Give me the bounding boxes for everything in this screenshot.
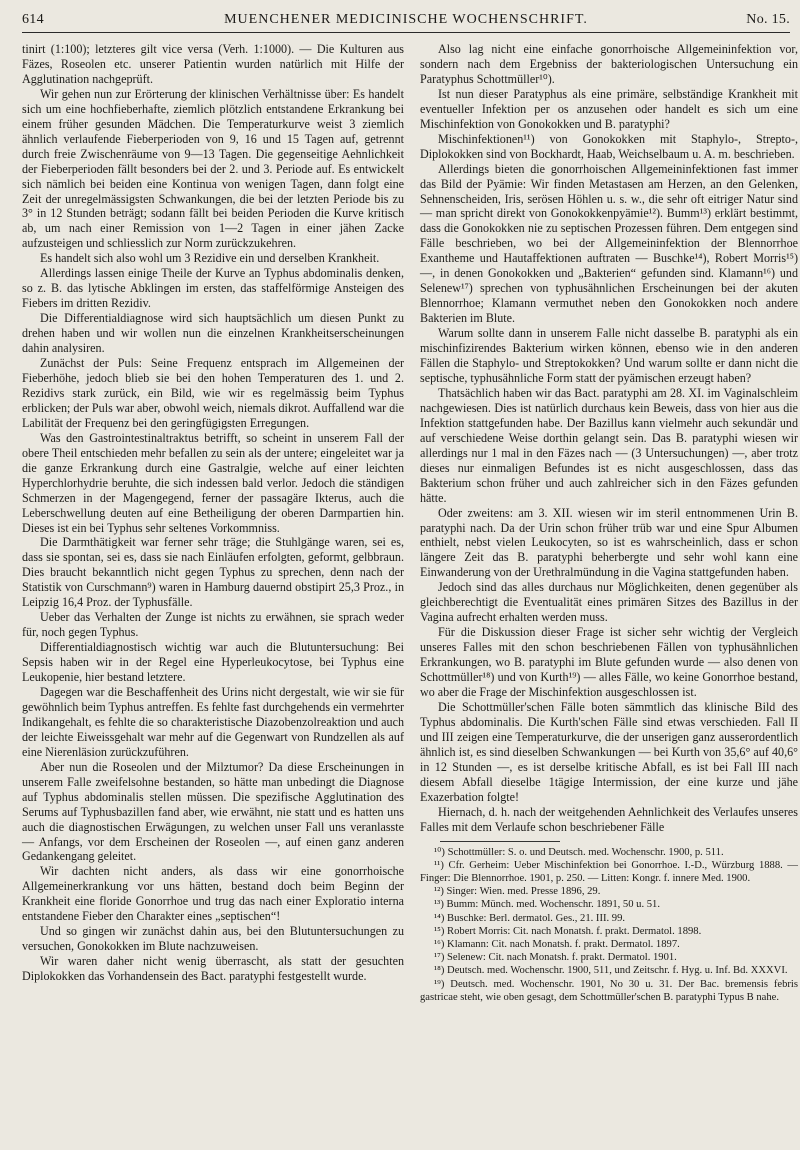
paragraph: Oder zweitens: am 3. XII. wiesen wir im steril entnommenen Urin B. paratyphi nach. Da der Urin schon früher trüb war und eine Spur Albumen enthielt, nebst vielen Leukocyten, so ist es wahrscheinlich, dass er schon längere Zeit das B. paratyphi beherbergte und sehr wohl kann eine Einwanderung von der Urethralmündung in die Vagina stattgefunden haben. bbox=[420, 505, 798, 580]
paragraph: Aber nun die Roseolen und der Milztumor? Da diese Erscheinungen in unserem Falle zweifelsohne bestanden, so hätte man unbedingt die Diagnose auf Typhus abdominalis stellen müssen. Die spezifische Agglutination des Serums auf Typhusbazillen fand aber, wie erwähnt, nie statt und es hatten uns auch die diagnostischen Erwägungen, zu welchen unser Fall uns veranlasste — Anfangs, vor dem Erscheinen der Roseolen —, auf einen ganz anderen Gedankengang geleitet. bbox=[22, 759, 404, 864]
footnote: ¹³) Bumm: Münch. med. Wochenschr. 1891, 50 u. 51. bbox=[434, 899, 660, 911]
paragraph: Und so gingen wir zunächst dahin aus, bei den Blutuntersuchungen zu versuchen, Gonokokken im Blute nachzuweisen. bbox=[22, 924, 404, 954]
paragraph: Die Differentialdiagnose wird sich hauptsächlich um diesen Punkt zu drehen haben und wir wollen nun die einzelnen Krankheitserscheinungen dahin analysiren. bbox=[22, 311, 404, 356]
paragraph: Was den Gastrointestinaltraktus betrifft, so scheint in unserem Fall der obere Theil entschieden mehr befallen zu sein als der untere; eingeleitet war ja die ganze Erkrankung durch eine Gastralgie, welche auf einer leichten Hyperchlorhydrie beruhte, die sich indessen bald verlor. Jedoch die ständigen Schmerzen in der Magengegend, ferner der passagäre Ikterus, auch die Leberschwellung deuten auf eine Betheiligung der oberen Darmpartien hin. Dieses ist ein bei Typhus sehr seltenes Vorkommniss. bbox=[22, 430, 404, 535]
footnote: ¹⁴) Buschke: Berl. dermatol. Ges., 21. III. 99. bbox=[434, 912, 626, 924]
paragraph: Hiernach, d. h. nach der weitgehenden Aehnlichkeit des Verlaufes unseres Falles mit dem Verlaufe schon beschriebener Fälle bbox=[420, 804, 798, 834]
paragraph: Zunächst der Puls: Seine Frequenz entsprach im Allgemeinen der Fieberhöhe, jedoch blieb sie bei den hohen Temperaturen des 1. und 2. Rezidivs stark zurück, ein Bild, wie wir es regelmässig beim Typhus erblicken; der Puls war aber, obwohl weich, niemals dikrot. Auffallend war die Labilität der Frequenz bei den geringfügigsten Erregungen. bbox=[22, 356, 404, 430]
paragraph: Mischinfektionen¹¹) von Gonokokken mit Staphylo-, Strepto-, Diplokokken sind von Bockhardt, Haab, Weichselbaum u. A. m. beschrieben. bbox=[420, 131, 798, 161]
paragraph: Ist nun dieser Paratyphus als eine primäre, selbständige Krankheit mit eventueller Infektion per os anzusehen oder handelt es sich um eine Mischinfektion von Gonokokken und B. paratyphi? bbox=[420, 86, 798, 131]
paragraph: Allerdings lassen einige Theile der Kurve an Typhus abdominalis denken, so z. B. das lytische Abklingen im ersten, das staffelförmige Ansteigen des Fiebers im dritten Rezidiv. bbox=[22, 266, 404, 311]
journal-title: MUENCHENER MEDICINISCHE WOCHENSCHRIFT. bbox=[224, 12, 588, 27]
footnotes bbox=[420, 846, 798, 1004]
footnote: ¹⁸) Deutsch. med. Wochenschr. 1900, 511, und Zeitschr. f. Hyg. u. Inf. Bd. XXXVI. bbox=[434, 965, 788, 977]
footnote: ¹²) Singer: Wien. med. Presse 1896, 29. bbox=[434, 886, 601, 898]
paragraph: Warum sollte dann in unserem Falle nicht dasselbe B. paratyphi als ein mischinfizirendes Bakterium wirken können, ebenso wie in den anderen Fällen die Staphylo- und Streptokokken? Und warum sollte er dann nicht die septische, typhusähnliche Form statt der pyämischen erzeugt haben? bbox=[420, 326, 798, 385]
paragraph: Also lag nicht eine einfache gonorrhoische Allgemeininfektion vor, sondern nach dem Ergebniss der bakteriologischen Untersuchung ein Paratyphus Schottmüller¹⁰). bbox=[420, 42, 798, 86]
footnote-divider bbox=[440, 841, 560, 842]
footnote: ¹¹) Cfr. Gerheim: Ueber Mischinfektion bei Gonorrhoe. I.-D., Würzburg 1888. — Finger: Die Blennorrhoe. 1901, p. 250. — Litten: Kongr. f. innere Med. 1900. bbox=[420, 859, 798, 884]
issue-number: No. 15. bbox=[746, 12, 790, 27]
paragraph: Die Darmthätigkeit war ferner sehr träge; die Stuhlgänge waren, sei es, dass sie spontan, sei es, dass sie nach Einläufen erfolgten, geformt, gelbbraun. Dies braucht bekanntlich nicht gegen Typhus zu sprechen, denn nach der Statistik von Curschmann⁹) waren in Hamburg dauernd obstipirt 25,3 Proz., in Leipzig 16,4 Proz. der Typhusfälle. bbox=[22, 535, 404, 610]
footnote: ¹⁷) Selenew: Cit. nach Monatsh. f. prakt. Dermatol. 1901. bbox=[434, 952, 677, 964]
left-column bbox=[22, 42, 404, 984]
paragraph: Wir dachten nicht anders, als dass wir eine gonorrhoische Allgemeinerkrankung vor uns hätten, bestand doch beim Beginn der Krankheit eine floride Gonorrhoe und trug das nach einer Exploratio interna entstandene Fieber den Charakter eines „septischen“! bbox=[22, 864, 404, 924]
running-header bbox=[22, 8, 790, 33]
paragraph: Jedoch sind das alles durchaus nur Möglichkeiten, denen gegenüber als gleichberechtigt die Eventualität eines primären Sitzes des Bazillus in der Vagina aufrecht erhalten werden muss. bbox=[420, 580, 798, 625]
paragraph: Ueber das Verhalten der Zunge ist nichts zu erwähnen, sie sprach weder für, noch gegen Typhus. bbox=[22, 610, 404, 640]
footnote: ¹⁶) Klamann: Cit. nach Monatsh. f. prakt. Dermatol. 1897. bbox=[434, 938, 680, 950]
paragraph: Thatsächlich haben wir das Bact. paratyphi am 28. XI. im Vaginalschleim nachgewiesen. Dies ist natürlich durchaus kein Beweis, dass von hier aus die Infektion stattgefunden habe. Der Bazillus kann vielmehr auch sekundär und auf verschiedene Weise dorthin gelangt sein. Das B. paratyphi wiesen wir allerdings nur 1 mal in den Fäzes nach — (3 Untersuchungen) —, aber trotz dieses nur einmaligen Befundes ist es nicht ausgeschlossen, dass das Bakterium schon früher und auch zahlreicher sich in den Fäzes gefunden hätte. bbox=[420, 385, 798, 505]
footnote: ¹⁰) Schottmüller: S. o. und Deutsch. med. Wochenschr. 1900, p. 511. bbox=[434, 846, 724, 858]
paragraph: Die Schottmüller'schen Fälle boten sämmtlich das klinische Bild des Typhus abdominalis. Die Kurth'schen Fälle sind etwas verschieden. Fall II und III zeigen eine Temperaturkurve, die der unserigen ganz ausserordentlich ähnlich ist, es sind dieselben Schwankungen — bei Kurth von 35,6° auf 40,6° in 12 Stunden —, es ist derselbe kritische Abfall, es ist bei Fall III nach diesem Abfall dieselbe 1tägige Intermission, der eine kurze und jähe Exazerbation folgte! bbox=[420, 699, 798, 804]
paragraph: Wir waren daher nicht wenig überrascht, als statt der gesuchten Diplokokken das Vorhandensein des Bact. paratyphi festgestellt wurde. bbox=[22, 954, 404, 984]
paragraph: Differentialdiagnostisch wichtig war auch die Blutuntersuchung: Bei Sepsis haben wir in der Regel eine Hyperleukocytose, bei Typhus eine Leukopenie, hier bestand letztere. bbox=[22, 640, 404, 685]
page-number: 614 bbox=[22, 12, 44, 27]
paragraph: Dagegen war die Beschaffenheit des Urins nicht dergestalt, wie wir sie für gewöhnlich beim Typhus antreffen. Es fehlte fast durchgehends ein vermehrter Indikangehalt, es fehlte die so charakteristische Diazobenzolreaktion und auch der leichte Eiweissgehalt war mehr auf die Gegenwart von Rundzellen als auf eine Nierenläsion zurückzuführen. bbox=[22, 684, 404, 759]
paragraph: Für die Diskussion dieser Frage ist sicher sehr wichtig der Vergleich unseres Falles mit den schon beschriebenen Fällen von typhusähnlichen Erkrankungen, wo B. paratyphi im Blute gefunden wurde — also denen von Schottmüller¹⁸) und von Kurth¹⁹) — alles Fälle, wo keine Gonorrhoe bestand, wo aber die Frage der Mischinfektion ausgeschlossen ist. bbox=[420, 625, 798, 699]
footnote: ¹⁹) Deutsch. med. Wochenschr. 1901, No 30 u. 31. Der Bac. bremensis febris gastricae steht, wie oben gesagt, dem Schottmüller'schen B. paratyphi Typus B nahe. bbox=[420, 978, 798, 1003]
right-column-body bbox=[420, 42, 798, 835]
paragraph: tinirt (1:100); letzteres gilt vice versa (Verh. 1:1000). — Die Kulturen aus Fäzes, Roseolen etc. unserer Patientin wurden natürlich mit Hilfe der Agglutination nachgeprüft. bbox=[22, 42, 404, 86]
footnote: ¹⁵) Robert Morris: Cit. nach Monatsh. f. prakt. Dermatol. 1898. bbox=[434, 925, 702, 937]
right-column bbox=[420, 42, 798, 1004]
paragraph: Es handelt sich also wohl um 3 Rezidive ein und derselben Krankheit. bbox=[40, 251, 380, 266]
paragraph: Allerdings bieten die gonorrhoischen Allgemeininfektionen fast immer das Bild der Pyämie: Wir finden Metastasen am Herzen, an den Gelenken, Sehnenscheiden, Iris, serösen Höhlen u. s. w., die sehr oft eitriger Natur sind — man spricht direkt von Gonokokkenpyämie¹²). Bumm¹³) erklärt bestimmt, dass die Gonokokken nie zu septischen Prozessen führen. Dem entgegen sind Fälle beschrieben, wo bei der Allgemeininfektion der Blennorrhoe Exantheme und Hautaffektionen auftraten — Buschke¹⁴), Robert Morris¹⁵) —, in denen Gonokokken und „Bakterien“ gefunden sind. Klamann¹⁶) und Selenew¹⁷) sprechen von typhusähnlichen Erscheinungen bei der akuten Blennorrhoe; Klamann vermuthet neben den Gonokokken noch andere Bakterien im Blute. bbox=[420, 161, 798, 326]
paragraph: Wir gehen nun zur Erörterung der klinischen Verhältnisse über: Es handelt sich um eine hochfieberhafte, ziemlich plötzlich entstandene Erkrankung bei einem früher gesunden Mädchen. Die Temperaturkurve weist 3 ziemlich ähnlich verlaufende Fieberperioden von 9, 16 und 15 Tagen auf, getrennt durch freie Zwischenräume von 9—13 Tagen. Die gegenseitige Aehnlichkeit der Fieberperioden fällt besonders bei der 2. und 3. Periode auf. Es entwickelt sich nämlich bei beiden eine Kontinua von wenigen Tagen, dann folgt eine Zeit der unregelmässigsten Schwankungen, die bei der letzten Periode bis zu 3° in 12 Stunden beträgt; sodann fällt bei beiden Perioden die Kurve kritisch ab, um nach einer Remission von 1—2 Tagen in einer jähen Zacke aufzusteigen und schliesslich zur Norm zurückzukehren. bbox=[22, 86, 404, 251]
